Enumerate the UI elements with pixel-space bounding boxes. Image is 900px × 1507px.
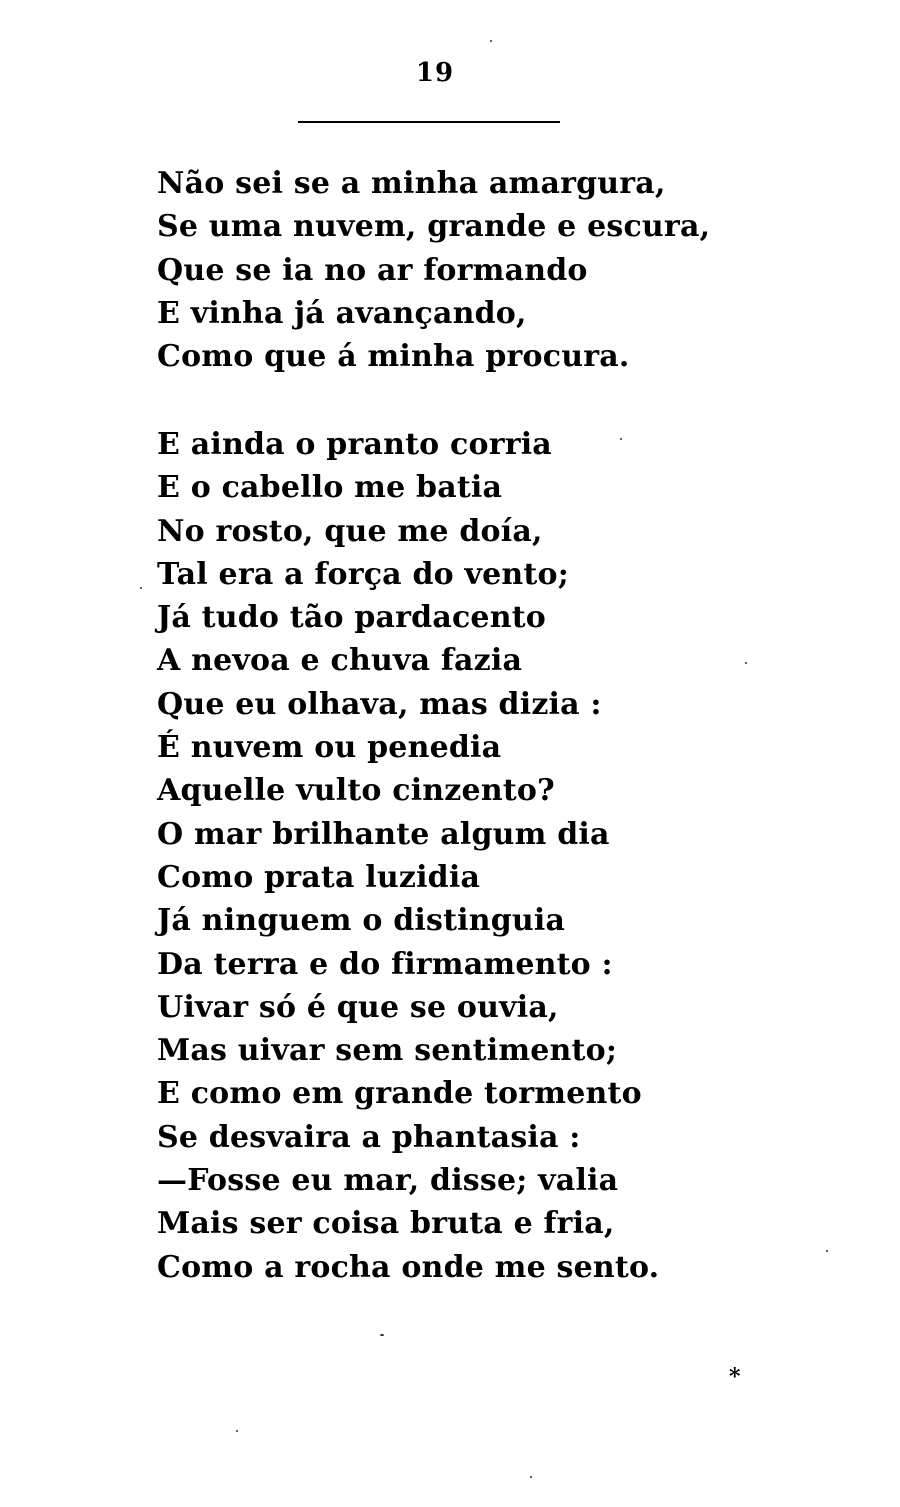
scan-speck: [620, 438, 622, 440]
scan-speck: [140, 587, 142, 589]
verse-line: A nevoa e chuva fazia: [157, 643, 523, 679]
scan-speck: [826, 1250, 828, 1252]
verse-line: E ainda o pranto corria: [157, 427, 552, 462]
verse-line: O mar brilhante algum dia: [157, 816, 610, 852]
verse-line: Que eu olhava, mas dizia :: [157, 686, 602, 722]
page-number: 19: [415, 58, 455, 88]
verse-line: É nuvem ou penedia: [157, 730, 502, 766]
verse-line: Como prata luzidia: [157, 859, 481, 895]
scan-speck: [745, 662, 747, 664]
scan-speck: [490, 40, 492, 42]
verse-line: Tal era a força do vento;: [157, 556, 569, 592]
printer-mark: *: [729, 1364, 741, 1390]
verse-line: —Fosse eu mar, disse; valia: [157, 1163, 619, 1199]
verse-line: Como a rocha onde me sento.: [157, 1249, 660, 1285]
verse-line: Mais ser coisa bruta e fria,: [157, 1206, 615, 1242]
verse-line: E como em grande tormento: [157, 1076, 642, 1112]
verse-line: No rosto, que me doía,: [157, 513, 543, 549]
verse-line: Uivar só é que se ouvia,: [157, 989, 559, 1025]
verse-line: Da terra e do firmamento :: [157, 946, 613, 982]
verse-line: Já ninguem o distinguia: [157, 903, 566, 939]
verse-line: E o cabello me batia: [157, 470, 503, 506]
verse-line: Não sei se a minha amargura,: [157, 166, 666, 201]
verse-line: Se uma nuvem, grande e escura,: [157, 209, 711, 245]
scan-speck: [236, 1430, 238, 1432]
verse-line: Como que á minha procura.: [157, 339, 630, 375]
verse-line: E vinha já avançando,: [157, 295, 527, 331]
verse-line: Se desvaira a phantasia :: [157, 1119, 581, 1155]
verse-line: Aquelle vulto cinzento?: [157, 773, 555, 809]
scan-speck: [530, 1476, 532, 1478]
scan-speck: [380, 1334, 384, 1336]
stanza-1: [157, 162, 710, 378]
header-rule: [298, 121, 560, 123]
verse-line: Já tudo tão pardacento: [157, 600, 546, 636]
verse-line: Mas uivar sem sentimento;: [157, 1033, 618, 1069]
stanza-2: [157, 423, 659, 1289]
verse-line: Que se ia no ar formando: [157, 252, 588, 288]
